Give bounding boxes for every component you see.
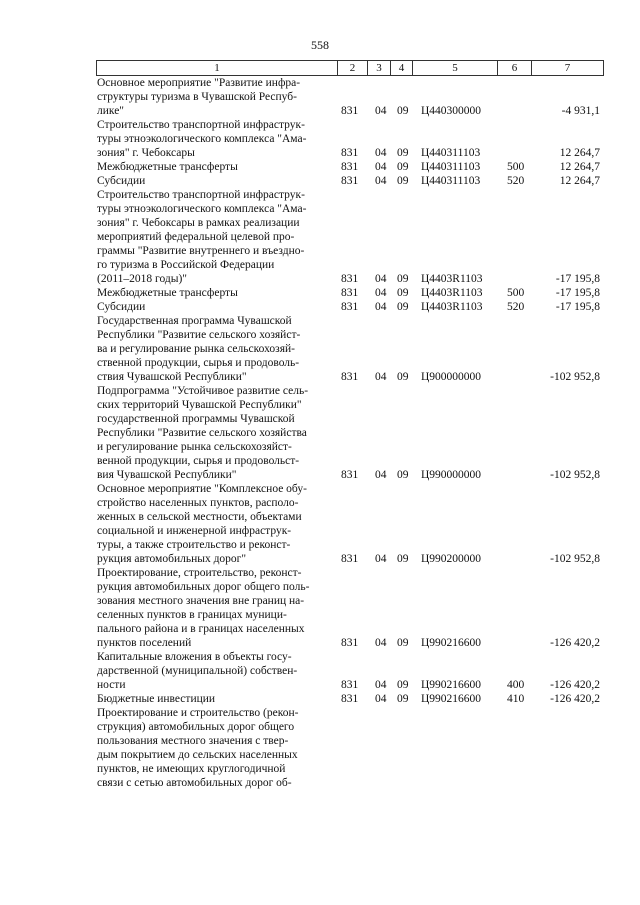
- table-row: [0, 482, 640, 566]
- cell-subsection-code: 09: [397, 371, 409, 383]
- row-name: Проектирование, строительство, реконст- рукция автомобильных дорог общего поль- зования местного значения вне границ на- селенных пунктов в границах муници- пального района и в границах населенных пунктов поселений: [97, 567, 310, 649]
- cell-section-code: 04: [375, 637, 387, 649]
- cell-target-article-code: Ц990216600: [421, 693, 482, 705]
- header-col-6: 6: [498, 61, 532, 76]
- cell-amount: -126 420,2: [550, 693, 600, 705]
- cell-target-article-code: Ц440311103: [421, 147, 481, 159]
- cell-expense-type-code: 400: [507, 679, 525, 691]
- cell-target-article-code: Ц990200000: [421, 553, 482, 565]
- cell-section-code: 04: [375, 301, 387, 313]
- cell-target-article-code: Ц4403R1103: [421, 301, 483, 313]
- table-row: [0, 566, 640, 650]
- cell-subsection-code: 09: [397, 553, 409, 565]
- cell-amount: -4 931,1: [561, 105, 600, 117]
- row-name: Строительство транспортной инфраструк- туры этноэкологического комплекса "Ама- зония" г. Чебоксары в рамках реализации мероприятий федеральной целевой про- граммы "Развитие внутреннего и въездно- го туризма в Российской Федерации (2011–2018 годы)": [97, 189, 307, 285]
- cell-target-article-code: Ц990216600: [421, 637, 482, 649]
- cell-section-code: 04: [375, 469, 387, 481]
- cell-subsection-code: 09: [397, 287, 409, 299]
- cell-section-code: 04: [375, 175, 387, 187]
- cell-subsection-code: 09: [397, 273, 409, 285]
- cell-amount: -102 952,8: [550, 469, 600, 481]
- cell-section-code: 04: [375, 693, 387, 705]
- cell-section-code: 04: [375, 553, 387, 565]
- header-col-5: 5: [413, 61, 498, 76]
- cell-subsection-code: 09: [397, 679, 409, 691]
- cell-amount: 12 264,7: [559, 175, 600, 187]
- row-name: Строительство транспортной инфраструк- туры этноэкологического комплекса "Ама- зония" г. Чебоксары: [97, 119, 307, 159]
- table-row: [0, 650, 640, 692]
- cell-expense-type-code: 410: [507, 693, 525, 705]
- cell-expense-type-code: 520: [507, 175, 525, 187]
- row-name: Основное мероприятие "Развитие инфра- структуры туризма в Чувашской Респуб- лике": [97, 77, 301, 117]
- cell-ministry-code: 831: [341, 287, 359, 299]
- cell-ministry-code: 831: [341, 469, 359, 481]
- cell-expense-type-code: 520: [507, 301, 525, 313]
- budget-table-body: [0, 76, 640, 790]
- cell-section-code: 04: [375, 679, 387, 691]
- header-col-7: 7: [532, 61, 604, 76]
- row-name: Проектирование и строительство (рекон- струкция) автомобильных дорог общего пользования местного значения с твер- дым покрытием до сельских населенных пунктов, не имеющих круглогодичной связи с сетью автомобильных дорог об-: [97, 707, 299, 789]
- row-name: Государственная программа Чувашской Республики "Развитие сельского хозяйст- ва и регулирование рынка сельскохозяй- ственной продукции, сырья и продоволь- ствия Чувашской Республики": [97, 315, 301, 383]
- header-col-2: 2: [338, 61, 368, 76]
- cell-section-code: 04: [375, 287, 387, 299]
- cell-amount: -102 952,8: [550, 553, 600, 565]
- cell-amount: 12 264,7: [559, 147, 600, 159]
- header-col-3: 3: [368, 61, 391, 76]
- cell-ministry-code: 831: [341, 553, 359, 565]
- cell-ministry-code: 831: [341, 371, 359, 383]
- table-row: [0, 384, 640, 482]
- cell-target-article-code: Ц900000000: [421, 371, 482, 383]
- table-row: [0, 286, 640, 300]
- row-name: Межбюджетные трансферты: [97, 287, 238, 299]
- row-name: Подпрограмма "Устойчивое развитие сель- ских территорий Чувашской Республики" государственной программы Чувашской Республики "Развитие сельского хозяйства и регулирование рынка сельскохозяйст- венной продукции, сырья и продовольст- вия Чувашской Республики": [97, 385, 309, 481]
- table-row: [0, 188, 640, 286]
- cell-ministry-code: 831: [341, 301, 359, 313]
- cell-section-code: 04: [375, 371, 387, 383]
- cell-expense-type-code: 500: [507, 161, 525, 173]
- cell-ministry-code: 831: [341, 637, 359, 649]
- cell-subsection-code: 09: [397, 175, 409, 187]
- row-name: Бюджетные инвестиции: [97, 693, 216, 705]
- cell-target-article-code: Ц990000000: [421, 469, 482, 481]
- cell-ministry-code: 831: [341, 693, 359, 705]
- header-col-4: 4: [391, 61, 413, 76]
- table-row: [0, 300, 640, 314]
- cell-expense-type-code: 500: [507, 287, 525, 299]
- cell-amount: -126 420,2: [550, 679, 600, 691]
- cell-target-article-code: Ц4403R1103: [421, 273, 483, 285]
- cell-target-article-code: Ц440300000: [421, 105, 482, 117]
- cell-ministry-code: 831: [341, 175, 359, 187]
- row-name: Субсидии: [97, 175, 146, 187]
- cell-ministry-code: 831: [341, 105, 359, 117]
- row-name: Капитальные вложения в объекты госу- дарственной (муниципальной) собствен- ности: [97, 651, 298, 691]
- cell-ministry-code: 831: [341, 679, 359, 691]
- cell-subsection-code: 09: [397, 147, 409, 159]
- cell-target-article-code: Ц440311103: [421, 161, 481, 173]
- cell-section-code: 04: [375, 273, 387, 285]
- table-row: [0, 76, 640, 118]
- cell-ministry-code: 831: [341, 147, 359, 159]
- cell-subsection-code: 09: [397, 105, 409, 117]
- cell-ministry-code: 831: [341, 161, 359, 173]
- cell-section-code: 04: [375, 147, 387, 159]
- cell-section-code: 04: [375, 105, 387, 117]
- row-name: Межбюджетные трансферты: [97, 161, 238, 173]
- cell-amount: -17 195,8: [555, 301, 600, 313]
- cell-target-article-code: Ц4403R1103: [421, 287, 483, 299]
- cell-subsection-code: 09: [397, 161, 409, 173]
- cell-subsection-code: 09: [397, 469, 409, 481]
- row-name: Субсидии: [97, 301, 146, 313]
- cell-amount: 12 264,7: [559, 161, 600, 173]
- table-row: [0, 314, 640, 384]
- row-name: Основное мероприятие "Комплексное обу- стройство населенных пунктов, располо- женных в сельской местности, объектами социальной и инженерной инфраструк- туры, а также строительство и реконст- рукция автомобильных дорог": [97, 483, 307, 565]
- cell-target-article-code: Ц440311103: [421, 175, 481, 187]
- header-col-1: 1: [97, 61, 338, 76]
- table-row: [0, 174, 640, 188]
- cell-section-code: 04: [375, 161, 387, 173]
- table-row: [0, 692, 640, 706]
- cell-amount: -17 195,8: [555, 273, 600, 285]
- cell-target-article-code: Ц990216600: [421, 679, 482, 691]
- cell-amount: -102 952,8: [550, 371, 600, 383]
- cell-amount: -17 195,8: [555, 287, 600, 299]
- page-number: 558: [311, 38, 329, 52]
- cell-ministry-code: 831: [341, 273, 359, 285]
- table-row: [0, 160, 640, 174]
- cell-subsection-code: 09: [397, 301, 409, 313]
- cell-amount: -126 420,2: [550, 637, 600, 649]
- table-header: [96, 60, 604, 76]
- table-row: [0, 706, 640, 790]
- table-row: [0, 118, 640, 160]
- cell-subsection-code: 09: [397, 637, 409, 649]
- cell-subsection-code: 09: [397, 693, 409, 705]
